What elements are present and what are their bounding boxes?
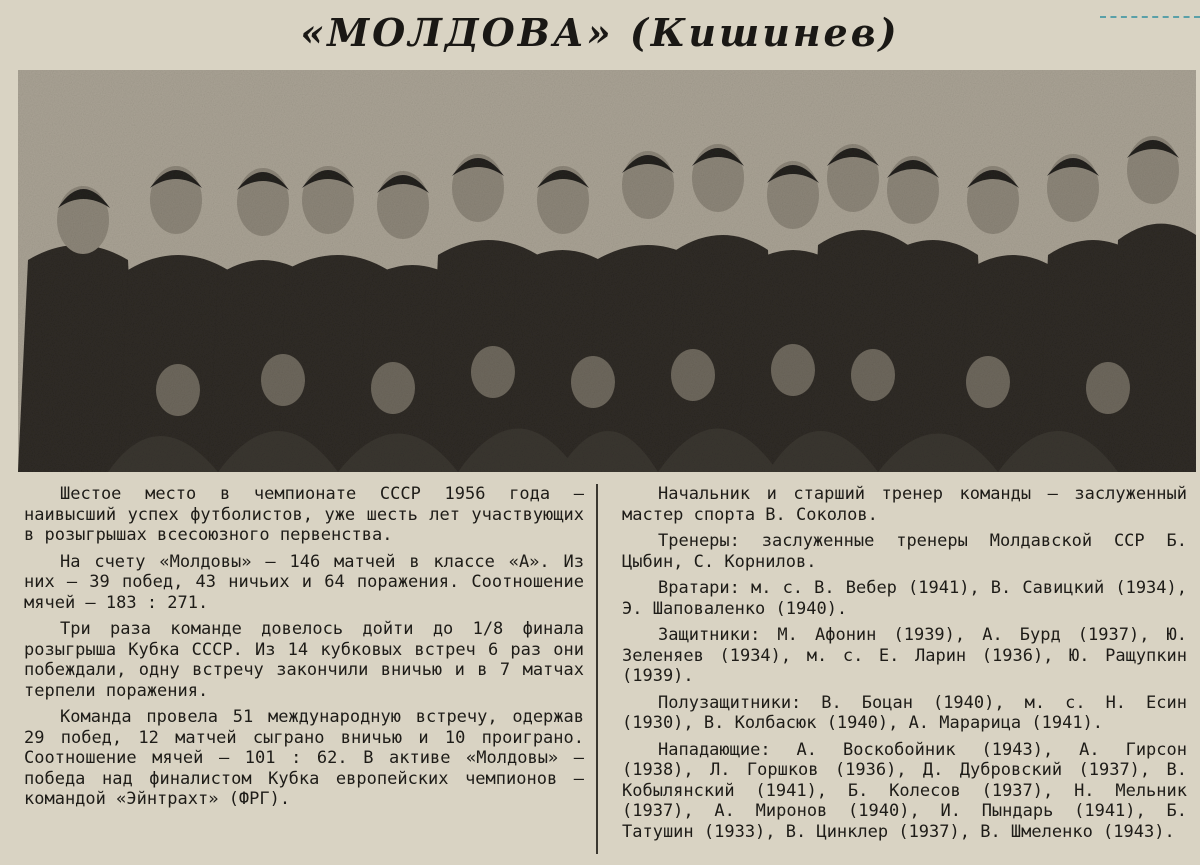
paragraph-coaches: Тренеры: заслуженные тренеры Молдавской ССР Б. Цыбин, С. Корнилов. — [622, 531, 1187, 572]
team-photo-icon — [18, 70, 1196, 472]
column-divider — [596, 484, 598, 854]
paragraph-history: Шестое место в чемпионате СССР 1956 года — наивысший успех футболистов, уже шесть лет участвующих в розыгрышах всесоюзного первенства. — [24, 484, 584, 545]
paragraph-international-record: Команда провела 51 международную встречу, одержав 29 побед, 12 матчей сыграно вничью и 10 проиграно. Соотношение мячей — 101 : 62. В активе «Молдовы» — победа над финалистом Кубка европейских чемпионов — командой «Эйнтрахт» (ФРГ). — [24, 707, 584, 809]
paragraph-defenders: Защитники: М. Афонин (1939), А. Бурд (1937), Ю. Зеленяев (1934), м. с. Е. Ларин (1936), Ю. Ращупкин (1939). — [622, 625, 1187, 686]
paragraph-cup-record: Три раза команде довелось дойти до 1/8 финала розыгрыша Кубка СССР. Из 14 кубковых встреч 6 раз они побеждали, одну встречу закончили вничью и в 7 матчах терпели поражения. — [24, 619, 584, 701]
paragraph-goalkeepers: Вратари: м. с. В. Вебер (1941), В. Савицкий (1934), Э. Шаповаленко (1940). — [622, 578, 1187, 619]
paragraph-midfielders: Полузащитники: В. Боцан (1940), м. с. Н. Есин (1930), В. Колбасюк (1940), А. Марарица (1941). — [622, 692, 1187, 733]
paragraph-forwards: Нападающие: А. Воскобойник (1943), А. Гирсон (1938), Л. Горшков (1936), Д. Дубровский (1937), В. Кобылянский (1941), Б. Колесов (1937), Н. Мельник (1937), А. Миронов (1940), И. Пындарь (1941), Б. Татушин (1933), В. Цинклер (1937), В. Шмеленко (1943). — [622, 739, 1187, 842]
paragraph-head-coach: Начальник и старший тренер команды — заслуженный мастер спорта В. Соколов. — [622, 484, 1187, 525]
left-column — [24, 484, 584, 816]
page-title: «МОЛДОВА» (Кишинев) — [300, 10, 900, 55]
team-photo — [18, 70, 1196, 472]
paragraph-league-record: На счету «Молдовы» — 146 матчей в классе «А». Из них — 39 побед, 43 ничьих и 64 поражения. Соотношение мячей — 183 : 271. — [24, 551, 584, 613]
right-column — [622, 484, 1187, 848]
